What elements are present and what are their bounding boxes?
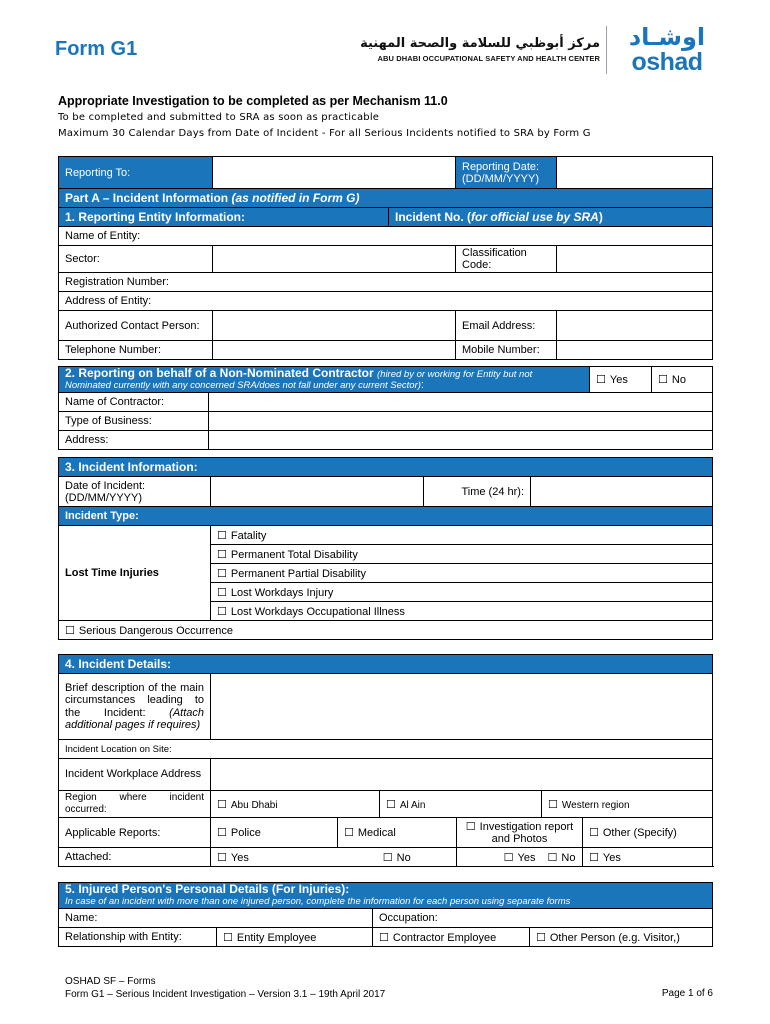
address-of-entity-field[interactable]: [59, 292, 713, 311]
attached-2-no-label: ☐ No: [548, 852, 576, 864]
attached-2-yes-label: ☐ Yes: [504, 852, 536, 864]
region-al-ain-label: ☐ Al Ain: [386, 800, 425, 811]
rel-entity-employee-label: ☐ Entity Employee: [223, 932, 316, 944]
contractor-no-label: ☐ No: [658, 374, 686, 386]
section-5-title: 5. Injured Person's Personal Details (For Injuries):: [65, 882, 350, 896]
mobile-label: Mobile Number:: [456, 341, 557, 360]
section-4-header: 4. Incident Details:: [59, 655, 713, 674]
section-5-note: In case of an incident with more than one injured person, complete the information for each person using separate forms: [65, 896, 571, 907]
report-medical-checkbox[interactable]: [338, 818, 457, 848]
org-name-arabic: مركز أبوظبي للسلامة والصحة المهنية: [360, 36, 600, 51]
authorized-contact-label: Authorized Contact Person:: [59, 311, 213, 341]
intro-line-2: Maximum 30 Calendar Days from Date of Incident - For all Serious Incidents notified to SRA by Form G: [58, 128, 591, 139]
contractor-table: [58, 366, 713, 450]
report-investigation-label: ☐ Investigation report and Photos: [466, 821, 573, 845]
location-on-site-label: Incident Location on Site:: [65, 743, 172, 755]
contractor-address-label: Address:: [59, 431, 209, 450]
oshad-logo: [617, 24, 717, 74]
rel-contractor-employee-checkbox[interactable]: [373, 928, 530, 947]
attached-1-no-checkbox[interactable]: [338, 848, 457, 867]
sdo-checkbox[interactable]: [59, 621, 713, 640]
registration-number-field[interactable]: [59, 273, 713, 292]
classification-code-label: Classification Code:: [456, 246, 557, 273]
address-of-entity-label: Address of Entity:: [65, 295, 152, 307]
lwoi-label: ☐ Lost Workdays Occupational Illness: [217, 606, 405, 618]
location-on-site-field[interactable]: [59, 740, 713, 759]
footer-line-2: Form G1 – Serious Incident Investigation – Version 3.1 – 19th April 2017: [65, 989, 386, 1000]
ppd-label: ☐ Permanent Partial Disability: [217, 568, 366, 580]
intro-heading: Appropriate Investigation to be completed as per Mechanism 11.0: [58, 94, 448, 108]
contractor-yes-checkbox[interactable]: [590, 367, 652, 393]
reporting-to-field[interactable]: [213, 157, 456, 189]
intro: [58, 94, 718, 144]
section-5-header: [59, 883, 713, 909]
attached-1-yes-label: ☐ Yes: [217, 852, 249, 864]
name-of-entity-field[interactable]: [59, 227, 713, 246]
report-medical-label: ☐ Medical: [344, 827, 396, 839]
incident-no-header: [389, 208, 713, 227]
injured-name-label: Name:: [65, 912, 98, 924]
lwi-checkbox[interactable]: [211, 583, 713, 602]
report-police-label: ☐ Police: [217, 827, 261, 839]
incident-info-table: [58, 457, 713, 640]
incident-no-note: for official use by SRA: [471, 210, 599, 224]
authorized-contact-field[interactable]: [213, 311, 456, 341]
ptd-label: ☐ Permanent Total Disability: [217, 549, 358, 561]
attached-3-yes-label: ☐ Yes: [589, 852, 621, 864]
reporting-date-label: Reporting Date: (DD/MM/YYYY): [456, 157, 557, 189]
rel-entity-employee-checkbox[interactable]: [217, 928, 373, 947]
reporting-date-field[interactable]: [557, 157, 713, 189]
business-type-field[interactable]: [209, 412, 713, 431]
footer-line-1: OSHAD SF – Forms: [65, 976, 156, 987]
contractor-address-field[interactable]: [209, 431, 713, 450]
brief-description-text: Brief description of the main circumstances leading to the Incident:: [65, 681, 204, 719]
workplace-address-field[interactable]: [211, 759, 713, 791]
incident-details-table: [58, 654, 713, 867]
telephone-label: Telephone Number:: [59, 341, 213, 360]
telephone-field[interactable]: [213, 341, 456, 360]
part-a-header: [59, 189, 713, 208]
injured-person-table: [58, 882, 713, 947]
section-2-header: [59, 367, 590, 393]
lost-time-injuries-label: Lost Time Injuries: [59, 526, 211, 621]
incident-no-label: Incident No. (: [395, 210, 471, 224]
incident-date-label: Date of Incident: (DD/MM/YYYY): [59, 477, 211, 507]
incident-type-header: Incident Type:: [59, 507, 713, 526]
ppd-checkbox[interactable]: [211, 564, 713, 583]
part-a-title: Part A – Incident Information: [65, 191, 232, 205]
sector-field[interactable]: [213, 246, 456, 273]
ptd-checkbox[interactable]: [211, 545, 713, 564]
registration-number-label: Registration Number:: [65, 276, 169, 288]
email-address-field[interactable]: [557, 311, 713, 341]
section-2-title: 2. Reporting on behalf of a Non-Nominated Contractor: [65, 366, 377, 380]
contractor-name-field[interactable]: [209, 393, 713, 412]
contractor-yes-label: ☐ Yes: [596, 374, 628, 386]
attached-2-yes-checkbox[interactable]: [457, 848, 542, 867]
report-police-checkbox[interactable]: [211, 818, 338, 848]
attached-2-no-checkbox[interactable]: [542, 848, 583, 867]
business-type-label: Type of Business:: [59, 412, 209, 431]
section-3-header: 3. Incident Information:: [59, 458, 713, 477]
attached-label: Attached:: [59, 848, 211, 867]
relationship-label: Relationship with Entity:: [59, 928, 217, 947]
logo-english: oshad: [631, 48, 703, 76]
attached-1-no-label: ☐ No: [383, 852, 411, 864]
org-name-english: ABU DHABI OCCUPATIONAL SAFETY AND HEALTH CENTER: [377, 54, 600, 63]
report-investigation-checkbox[interactable]: [457, 818, 583, 848]
email-address-label: Email Address:: [456, 311, 557, 341]
lwoi-checkbox[interactable]: [211, 602, 713, 621]
section-1-header: 1. Reporting Entity Information:: [59, 208, 389, 227]
incident-time-label: Time (24 hr):: [424, 477, 531, 507]
form-title: Form G1: [55, 38, 138, 60]
contractor-name-label: Name of Contractor:: [59, 393, 209, 412]
page-number: Page 1 of 6: [661, 988, 713, 999]
rel-other-person-checkbox[interactable]: [530, 928, 713, 947]
org-name: [360, 36, 600, 63]
section-2-colon: :: [420, 379, 424, 391]
footer-left: [65, 975, 385, 1001]
mobile-field[interactable]: [557, 341, 713, 360]
workplace-address-label: Incident Workplace Address: [59, 759, 211, 791]
incident-date-field[interactable]: [211, 477, 424, 507]
intro-line-1: To be completed and submitted to SRA as soon as practicable: [58, 112, 380, 123]
reporting-to-label: Reporting To:: [59, 157, 213, 189]
fatality-label: ☐ Fatality: [217, 530, 266, 542]
region-al-ain-checkbox[interactable]: [380, 791, 542, 818]
attached-1-yes-checkbox[interactable]: [211, 848, 338, 867]
report-other-checkbox[interactable]: [583, 818, 713, 848]
report-other-label: ☐ Other (Specify): [589, 827, 677, 839]
classification-code-field[interactable]: [557, 246, 713, 273]
incident-time-field[interactable]: [531, 477, 713, 507]
lwi-label: ☐ Lost Workdays Injury: [217, 587, 333, 599]
region-abu-dhabi-checkbox[interactable]: [211, 791, 380, 818]
section-2-note-a: (hired by or working for Entity but not: [377, 369, 533, 380]
rel-contractor-employee-label: ☐ Contractor Employee: [379, 932, 496, 944]
attached-3-yes-checkbox[interactable]: [583, 848, 713, 867]
name-of-entity-label: Name of Entity:: [65, 230, 141, 242]
region-western-checkbox[interactable]: [542, 791, 713, 818]
brief-description-field[interactable]: [211, 674, 713, 740]
section-2-note-b: Nominated currently with any concerned SRA/does not fall under any current Sector): [65, 380, 421, 391]
region-label: Region where incident occurred:: [59, 791, 211, 818]
region-western-label: ☐ Western region: [548, 800, 630, 811]
injured-name-field[interactable]: [59, 909, 373, 928]
incident-no-close: ): [598, 210, 603, 224]
rel-other-person-label: ☐ Other Person (e.g. Visitor,): [536, 932, 680, 944]
fatality-checkbox[interactable]: [211, 526, 713, 545]
logo-divider: [606, 26, 607, 74]
brief-description-label: [59, 674, 211, 740]
occupation-label: Occupation:: [379, 912, 438, 924]
occupation-field[interactable]: [373, 909, 713, 928]
region-abu-dhabi-label: ☐ Abu Dhabi: [217, 800, 278, 811]
contractor-no-checkbox[interactable]: [652, 367, 713, 393]
applicable-reports-label: Applicable Reports:: [59, 818, 211, 848]
sdo-label: ☐ Serious Dangerous Occurrence: [65, 625, 233, 637]
brief-description-note: (Attach additional pages if requires): [65, 706, 205, 731]
reporting-entity-table: [58, 156, 713, 360]
logo-arabic: اوشـاد: [628, 23, 706, 51]
sector-label: Sector:: [59, 246, 213, 273]
part-a-note: (as notified in Form G): [231, 191, 360, 205]
